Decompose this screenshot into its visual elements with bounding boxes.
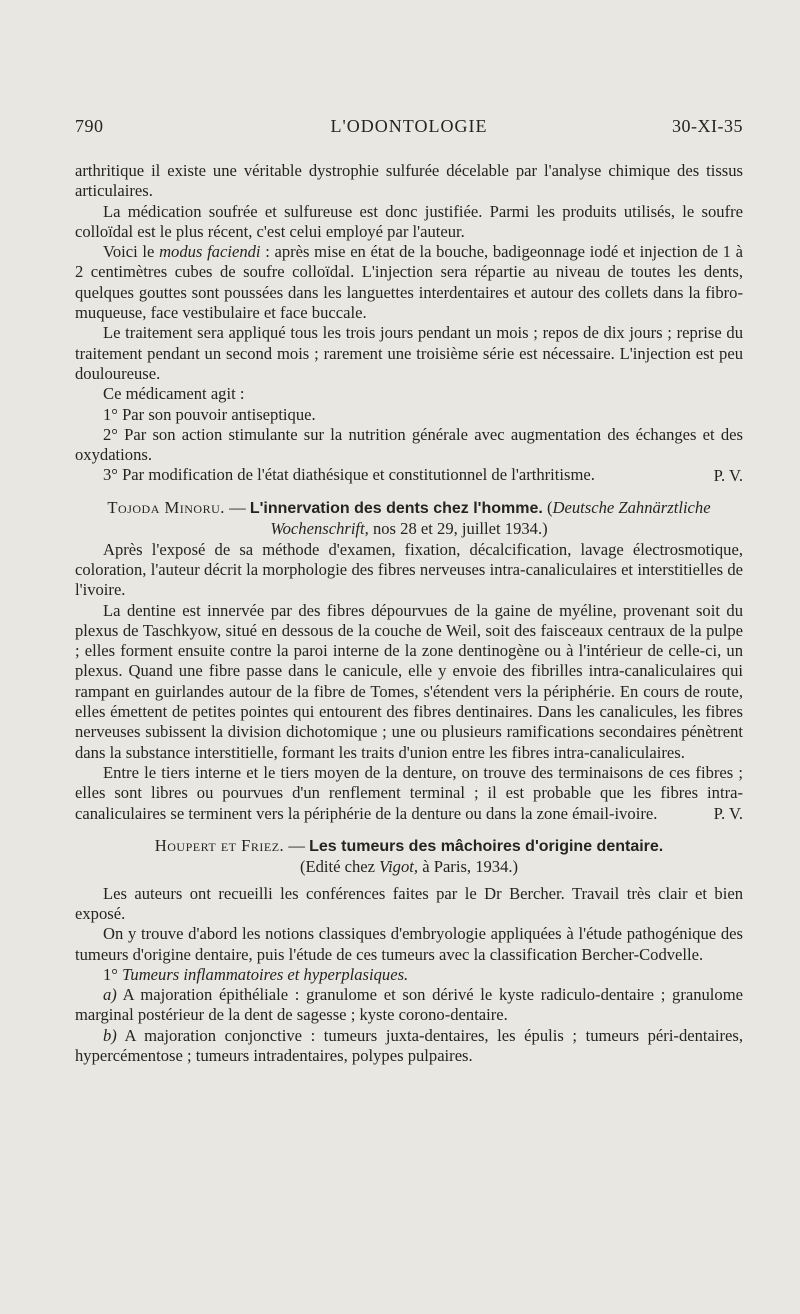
paragraph: Les auteurs ont recueilli les conférences faites par le Dr Bercher. Travail très clair et bien exposé. [75, 883, 743, 923]
paragraph: On y trouve d'abord les notions classiques d'embryologie appliquées à l'étude pathogénique des tumeurs d'origine dentaire, puis l'étude de ces tumeurs avec la classification Bercher-Codvelle. [75, 924, 743, 964]
list-letter: b) [103, 1025, 117, 1045]
list-item: 2° Par son action stimulante sur la nutrition générale avec augmentation des échanges et des oxydations. [75, 424, 743, 465]
running-header [75, 116, 743, 146]
paragraph: arthritique il existe une véritable dystrophie sulfurée décelable par l'analyse chimique des tissus articulaires. [75, 161, 743, 201]
text-run: ( [542, 498, 553, 518]
italic-text: modus faciendi [159, 242, 261, 262]
review-authors: Tojoda Minoru. [107, 498, 225, 518]
publisher: Vigot, [379, 857, 419, 877]
list-item [75, 985, 743, 1026]
signature: P. V. [713, 803, 743, 823]
text-run: : après mise en état de la bouche, badigeonnage iodé et injection de 1 à 2 centimètres cubes de soufre colloïdal. L'injection sera répartie au niveau de toutes les dents, quelques gouttes sont poussées dans les languettes interdentaires et autour des collets dans la fibro-muqueuse, face vestibulaire et face buccale. [75, 242, 744, 323]
page-number: 790 [75, 116, 104, 136]
text-run: Voici le [103, 242, 160, 262]
paragraph: Entre le tiers interne et le tiers moyen de la denture, on trouve des terminaisons de ces fibres ; elles sont libres ou pourvues d'un renflement terminal ; il est probable que les fibres intra-canaliculaires se terminent vers la périphérie de la denture ou dans la zone émail-ivoire. [75, 762, 743, 823]
publication-info [75, 857, 743, 877]
signature: P. V. [713, 465, 743, 485]
review-title: Les tumeurs des mâchoires d'origine dentaire. [309, 838, 664, 856]
dash: — [224, 498, 250, 518]
review-authors: Houpert et Friez. [154, 836, 285, 856]
text-run: A majoration épithéliale : granulome et son dérivé le kyste radiculo-dentaire ; granulome marginal postérieur de la dent de sagesse ; kyste corono-dentaire. [75, 985, 743, 1025]
dash: — [284, 836, 310, 856]
list-item: 3° Par modification de l'état diathésique et constitutionnel de l'arthritisme. [103, 465, 595, 485]
text-run: A majoration conjonctive : tumeurs juxta-dentaires, les épulis ; tumeurs péri-dentaires, hypercémentose ; tumeurs intradentaires, polypes pulpaires. [75, 1025, 743, 1066]
italic-text: Tumeurs inflammatoires et hyperplasiques. [122, 964, 409, 984]
issue-date: 30-XI-35 [672, 116, 743, 136]
paragraph: Après l'exposé de sa méthode d'examen, fixation, décalcification, lavage électrosmotique, coloration, l'auteur décrit la morphologie des fibres nerveuses intra-canaliculaires et interstitielles de l'ivoire. [75, 539, 743, 600]
review-heading [75, 498, 743, 540]
paragraph: Le traitement sera appliqué tous les trois jours pendant un mois ; repos de dix jours ; reprise du traitement pendant un second mois ; rarement une troisième série est nécessaire. L'injection est peu douloureuse. [75, 323, 743, 383]
text-run: à Paris, 1934.) [418, 857, 519, 877]
paragraph: Ce médicament agit : [103, 384, 245, 404]
review-heading [75, 836, 743, 857]
list-number: 1° [103, 964, 123, 984]
paragraph: La médication soufrée et sulfureuse est donc justifiée. Parmi les produits utilisés, le soufre colloïdal est le plus récent, c'est celui employé par l'auteur. [75, 201, 743, 241]
paragraph: La dentine est innervée par des fibres dépourvues de la gaine de myéline, provenant soit du plexus de Taschkyow, situé en dessous de la couche de Weil, soit des faisceaux centraux de la pulpe ; elles forment ensuite contre la paroi interne de la zone dentinogène ou à l'intérieur de celle-ci, un plexus. Quand une fibre passe dans le canicule, elle y envoie des fibrilles intra-canaliculaires qui rampant en guirlandes autour de la fibre de Tomes, s'étendent vers la périphérie. En cours de route, elles émettent de petites pointes qui entourent des fibres dentinaires. Dans les canalicules, les fibres nerveuses subissent la division dichotomique ; une ou plusieurs ramifications secondaires pénètrent dans la substance interstitielle, formant les traits d'union entre les fibres intra-canaliculaires. [75, 600, 743, 762]
list-letter: a) [103, 985, 117, 1005]
text-run: nos 28 et 29, juillet 1934.) [368, 519, 548, 539]
journal-title: L'ODONTOLOGIE [330, 116, 488, 136]
list-heading [75, 965, 743, 985]
paragraph [75, 242, 743, 323]
page-body [75, 161, 743, 1066]
review-title: L'innervation des dents chez l'homme. [249, 500, 543, 518]
list-item: 1° Par son pouvoir antiseptique. [103, 404, 316, 424]
source-journal: Deutsche Zahnärztliche Wochenschrift, [270, 498, 711, 539]
text-run: (Edité chez [299, 857, 380, 877]
list-item [75, 1026, 743, 1067]
